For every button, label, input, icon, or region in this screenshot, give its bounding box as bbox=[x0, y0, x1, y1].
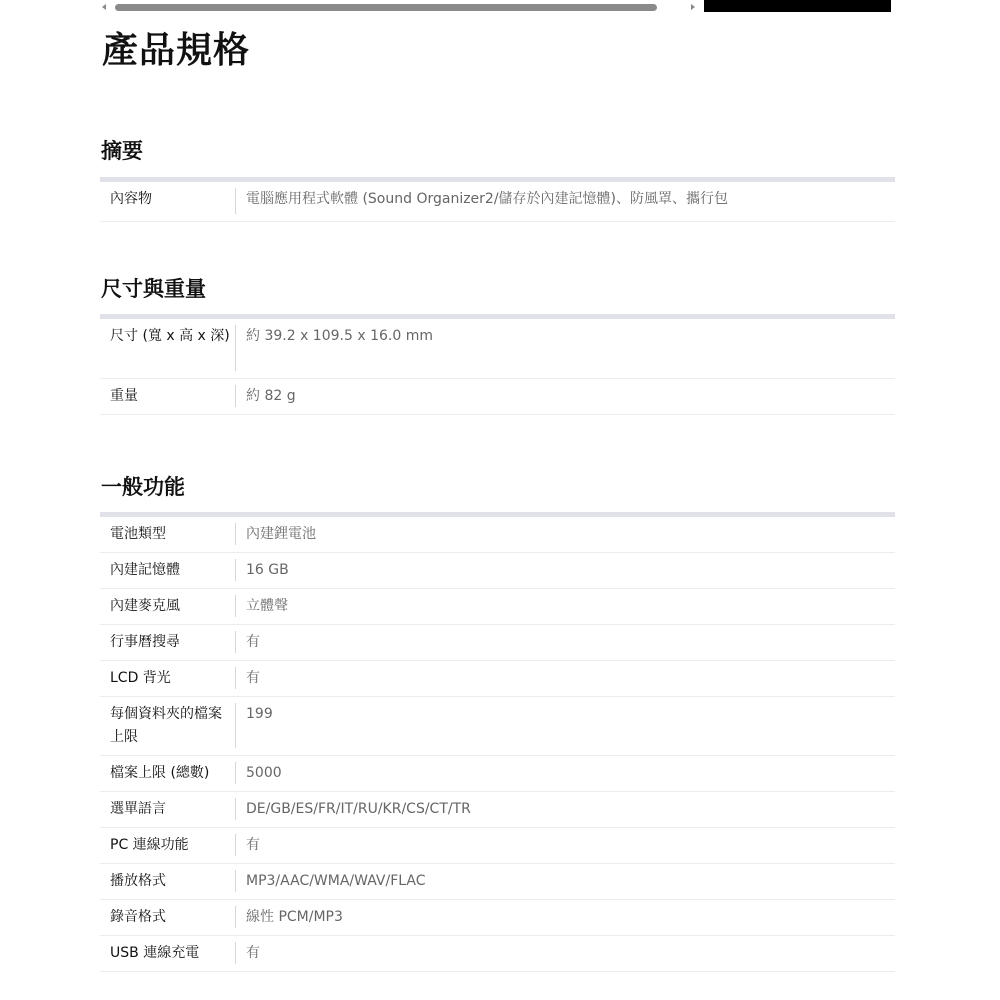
table-row bbox=[100, 589, 895, 625]
spec-value: 16 GB bbox=[235, 559, 895, 581]
table-row bbox=[100, 625, 895, 661]
spec-label: 每個資料夾的檔案上限 bbox=[110, 706, 222, 745]
scroll-right-arrow-icon[interactable] bbox=[691, 4, 695, 10]
table-row bbox=[100, 553, 895, 589]
table-row bbox=[100, 756, 895, 792]
scroll-left-arrow-icon[interactable] bbox=[102, 4, 106, 10]
spec-value: MP3/AAC/WMA/WAV/FLAC bbox=[235, 870, 895, 892]
spec-label: 選單語言 bbox=[110, 801, 166, 817]
spec-value: 約 82 g bbox=[235, 385, 895, 407]
table-row bbox=[100, 936, 895, 972]
table-row bbox=[100, 661, 895, 697]
spec-value: DE/GB/ES/FR/IT/RU/KR/CS/CT/TR bbox=[235, 798, 895, 820]
spec-label: 尺寸 (寬 x 高 x 深) bbox=[110, 328, 230, 344]
spec-value: 有 bbox=[235, 631, 895, 653]
spec-value: 約 39.2 x 109.5 x 16.0 mm bbox=[235, 325, 895, 371]
spec-value: 有 bbox=[235, 667, 895, 689]
spec-label: PC 連線功能 bbox=[110, 837, 189, 853]
spec-table-general-features bbox=[100, 512, 895, 972]
spec-label: 行事曆搜尋 bbox=[110, 634, 180, 650]
spec-table-summary bbox=[100, 177, 895, 222]
spec-label: 重量 bbox=[110, 388, 138, 404]
spec-label: 內建記憶體 bbox=[110, 562, 180, 578]
table-row bbox=[100, 697, 895, 756]
table-row bbox=[100, 517, 895, 553]
spec-value: 內建鋰電池 bbox=[235, 523, 895, 545]
spec-label: 內建麥克風 bbox=[110, 598, 180, 614]
spec-value: 電腦應用程式軟體 (Sound Organizer2/儲存於內建記憶體)、防風罩、攜行包 bbox=[235, 188, 895, 214]
table-row bbox=[100, 182, 895, 222]
spec-value: 有 bbox=[235, 942, 895, 964]
spec-label: LCD 背光 bbox=[110, 670, 171, 686]
table-row bbox=[100, 792, 895, 828]
spec-label: 播放格式 bbox=[110, 873, 166, 889]
section-title-dimensions: 尺寸與重量 bbox=[101, 277, 206, 301]
scrollbar-thumb[interactable] bbox=[115, 4, 657, 11]
spec-value: 199 bbox=[235, 703, 895, 748]
spec-label: 錄音格式 bbox=[110, 909, 166, 925]
spec-label: 內容物 bbox=[110, 191, 152, 207]
section-title-general-features: 一般功能 bbox=[101, 475, 185, 499]
header-black-bar bbox=[704, 0, 891, 12]
page-title: 產品規格 bbox=[102, 30, 251, 71]
spec-value: 5000 bbox=[235, 762, 895, 784]
spec-value: 立體聲 bbox=[235, 595, 895, 617]
table-row bbox=[100, 319, 895, 379]
spec-label: 檔案上限 (總數) bbox=[110, 765, 210, 781]
section-title-summary: 摘要 bbox=[101, 139, 143, 163]
table-row bbox=[100, 864, 895, 900]
horizontal-scrollbar[interactable] bbox=[100, 1, 700, 13]
spec-value: 線性 PCM/MP3 bbox=[235, 906, 895, 928]
spec-table-dimensions bbox=[100, 314, 895, 415]
spec-value: 有 bbox=[235, 834, 895, 856]
table-row bbox=[100, 900, 895, 936]
spec-label: USB 連線充電 bbox=[110, 945, 200, 961]
table-row bbox=[100, 379, 895, 415]
spec-label: 電池類型 bbox=[110, 526, 166, 542]
table-row bbox=[100, 828, 895, 864]
